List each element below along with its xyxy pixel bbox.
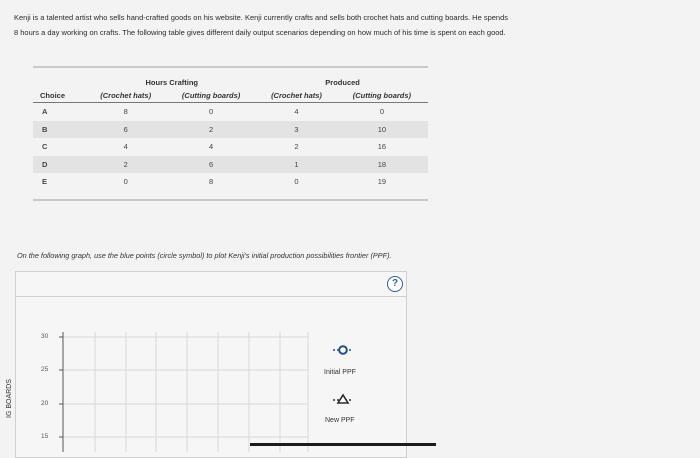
table-cell: 6 bbox=[165, 156, 257, 174]
new-ppf-legend-tool[interactable] bbox=[333, 395, 353, 403]
y-tick-label: 25 bbox=[41, 366, 49, 373]
choice-cell: C bbox=[42, 142, 48, 152]
table-cell: 1 bbox=[257, 156, 336, 174]
choice-cell: A bbox=[42, 107, 48, 117]
choice-cell: B bbox=[33, 121, 86, 139]
table-cell: 18 bbox=[336, 156, 428, 174]
y-axis-title: IG BOARDS bbox=[6, 379, 13, 418]
table-cell: 6 bbox=[86, 121, 165, 139]
choice-cell: D bbox=[33, 156, 86, 174]
table-cell: 8 bbox=[209, 177, 214, 187]
table-cell: 0 bbox=[123, 177, 128, 187]
table-cell: 0 bbox=[209, 107, 214, 117]
table-cell: 4 bbox=[123, 142, 128, 152]
table-cell: 2 bbox=[86, 156, 165, 174]
table-cell: 3 bbox=[257, 121, 336, 139]
produced-header: Produced bbox=[325, 77, 360, 87]
help-button[interactable]: ? bbox=[387, 276, 403, 292]
hours-cutting-boards-header: (Cutting boards) bbox=[165, 88, 257, 103]
initial-ppf-legend-label: Initial PPF bbox=[324, 369, 356, 376]
y-axis-ticks bbox=[59, 337, 63, 437]
y-tick-label: 30 bbox=[41, 333, 49, 340]
hours-crafting-header: Hours Crafting bbox=[145, 77, 199, 87]
table-cell: 8 bbox=[123, 107, 128, 117]
new-ppf-legend-label: New PPF bbox=[325, 417, 355, 424]
graph-gridlines bbox=[63, 332, 308, 452]
graph-instruction: On the following graph, use the blue points (circle symbol) to plot Kenji's initial production possibilities frontier (PPF). bbox=[17, 251, 392, 260]
initial-ppf-legend-tool[interactable] bbox=[333, 346, 353, 354]
table-cell: 16 bbox=[377, 142, 387, 152]
table-cell: 4 bbox=[209, 142, 214, 152]
produced-cutting-boards-header: (Cutting boards) bbox=[336, 88, 428, 103]
table-cell: 19 bbox=[377, 177, 387, 187]
horizontal-scrollbar[interactable] bbox=[250, 443, 436, 446]
choice-header: Choice bbox=[33, 88, 86, 103]
produced-crochet-hats-header: (Crochet hats) bbox=[257, 88, 336, 103]
table-cell: 10 bbox=[336, 121, 428, 139]
table-cell: 0 bbox=[379, 107, 384, 117]
table-cell: 0 bbox=[294, 177, 299, 187]
circle-point-icon[interactable] bbox=[339, 346, 347, 354]
y-tick-label: 15 bbox=[41, 433, 49, 440]
y-tick-label: 20 bbox=[41, 400, 49, 407]
table-cell: 4 bbox=[294, 107, 299, 117]
table-cell: 2 bbox=[165, 121, 257, 139]
table-cell: 2 bbox=[294, 142, 299, 152]
choice-cell: E bbox=[42, 177, 48, 187]
hours-crochet-hats-header: (Crochet hats) bbox=[86, 88, 165, 103]
triangle-point-icon[interactable] bbox=[338, 395, 348, 403]
problem-line-1: Kenji is a talented artist who sells hand-crafted goods on his website. Kenji currently crafts and sells both crochet hats and cutting boards. He spends bbox=[14, 13, 509, 22]
problem-line-2: 8 hours a day working on crafts. The following table gives different daily output scenarios depending on how much of his time is spent on each good. bbox=[14, 28, 506, 37]
